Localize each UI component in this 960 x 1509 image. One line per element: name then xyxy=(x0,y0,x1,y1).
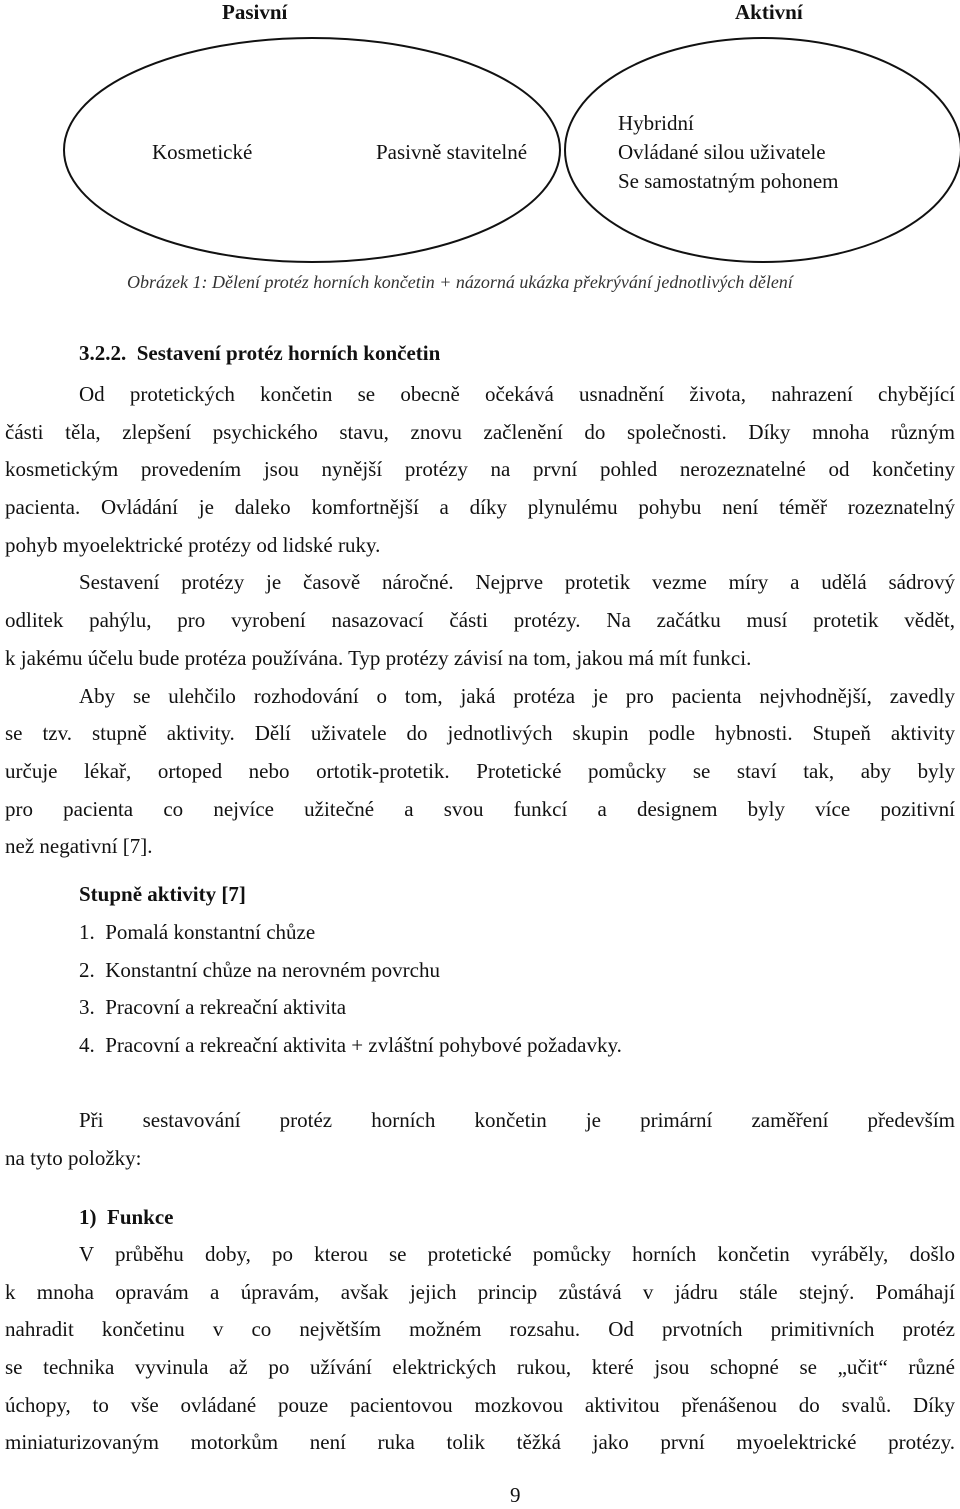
para1-line-1: Od protetických končetin se obecně očekává usnadnění života, nahrazení chybějící xyxy=(79,382,955,406)
function-line-4: se technika vyvinula až po užívání elektrických rukou, které jsou schopné se „učit“ různé xyxy=(5,1355,955,1380)
para1-line-5: pohyb myoelektrické protézy od lidské ruky. xyxy=(5,532,381,557)
function-line-2: k mnoha opravám a úpravám, avšak jejich princip zůstává v jádru stále stejný. Pomáhají xyxy=(5,1279,955,1304)
para1-line-2: části těla, zlepšení psychického stavu, znovu začlenění do společnosti. Díky mnoha různým xyxy=(5,419,955,444)
para3-line-2: se tzv. stupně aktivity. Dělí uživatele do jednotlivých skupin podle hybnosti. Stupeň aktivity xyxy=(5,721,955,746)
body-powered-label: Ovládané silou uživatele xyxy=(618,140,826,164)
function-line-3: nahradit končetinu v co největším možném rozsahu. Od prvotních primitivních protéz xyxy=(5,1317,955,1342)
list-item: 3. Pracovní a rekreační aktivita xyxy=(79,995,347,1019)
para1-line-3: kosmetickým provedením jsou nynější protézy na první pohled nerozeznatelné od končetiny xyxy=(5,457,955,482)
externally-powered-label: Se samostatným pohonem xyxy=(618,169,839,193)
hybrid-label: Hybridní xyxy=(618,111,694,135)
function-line-5: úchopy, to vše ovládané pouze pacientovou mozkovou aktivitou přenášenou do svalů. Díky xyxy=(5,1392,955,1417)
list-item: 1. Pomalá konstantní chůze xyxy=(79,920,316,944)
function-line-6: miniaturizovaným motorkům není ruka tolik těžká jako první myoelektrické protézy. xyxy=(5,1430,955,1455)
function-paragraph xyxy=(5,1236,955,1462)
para3-line-1: Aby se ulehčilo rozhodování o tom, jaká protéza je pro pacienta nejvhodnější, zavedly xyxy=(79,683,955,708)
cosmetic-label: Kosmetické xyxy=(152,140,253,164)
para1-line-4: pacienta. Ovládání je daleko komfortnější a díky plynulému pohybu není téměř rozeznatelný xyxy=(5,495,955,520)
focus-line-2: na tyto položky: xyxy=(5,1145,142,1170)
list-item: 2. Konstantní chůze na nerovném povrchu xyxy=(79,958,440,982)
activity-levels-heading: Stupně aktivity [7] xyxy=(79,882,246,906)
function-heading: 1) Funkce xyxy=(79,1205,174,1229)
passive-adjustable-label: Pasivně stavitelné xyxy=(376,140,528,164)
function-line-1: V průběhu doby, po kterou se protetické pomůcky horních končetin vyráběly, došlo xyxy=(79,1242,955,1266)
diagram-header-passive: Pasivní xyxy=(222,0,288,24)
para2-line-3: k jakému účelu bude protéza používána. Typ protézy závisí na tom, jakou má mít funkci. xyxy=(5,645,752,670)
figure-caption: Obrázek 1: Dělení protéz horních končetin + názorná ukázka překrývání jednotlivých dělení xyxy=(127,272,793,292)
list-item: 4. Pracovní a rekreační aktivita + zvláštní pohybové požadavky. xyxy=(79,1033,622,1057)
diagram-header-active: Aktivní xyxy=(735,0,803,24)
para2-line-2: odlitek pahýlu, pro vyrobení nasazovací části protézy. Na začátku musí protetik vědět, xyxy=(5,608,955,633)
body-text-block xyxy=(5,376,955,866)
focus-paragraph xyxy=(5,1102,955,1177)
para3-line-3: určuje lékař, ortoped nebo ortotik-protetik. Protetické pomůcky se staví tak, aby byly xyxy=(5,758,955,783)
page-number: 9 xyxy=(510,1483,521,1507)
para3-line-5: než negativní [7]. xyxy=(5,834,153,859)
focus-line-1: Při sestavování protéz horních končetin je primární zaměření především xyxy=(79,1108,955,1132)
active-types-list xyxy=(618,109,838,196)
para3-line-4: pro pacienta co nejvíce užitečné a svou funkcí a designem byly více pozitivní xyxy=(5,796,955,821)
section-heading: 3.2.2. Sestavení protéz horních končetin xyxy=(79,341,441,365)
para2-line-1: Sestavení protézy je časově náročné. Nejprve protetik vezme míry a udělá sádrový xyxy=(79,570,955,595)
